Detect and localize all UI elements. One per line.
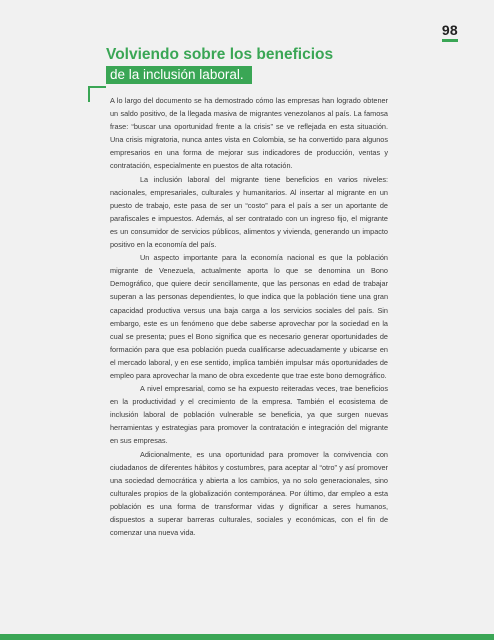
title-bracket-horizontal — [88, 86, 106, 88]
footer-bar — [0, 634, 494, 640]
page-number: 98 — [441, 22, 458, 38]
paragraph-2: La inclusión laboral del migrante tiene beneficios en varios niveles: nacionales, empresariales, culturales y humanitarios. Al insertar al migrante en un puesto de trabajo, este pasa de ser un “costo” para el país a ser un aportante de parafiscales e impuestos. Además, al ser contratado con un ingreso fijo, el migrante es un consumidor de servicios públicos, alimentos y vivienda, generando un impacto positivo en la economía del país. — [110, 174, 388, 250]
section-title-line1: Volviendo sobre los beneficios — [106, 46, 334, 63]
page-number-underline — [442, 39, 458, 42]
title-bracket-vertical — [88, 86, 90, 102]
paragraph-4: A nivel empresarial, como se ha expuesto reiteradas veces, trae beneficios en la productividad y el crecimiento de la empresa. También el ecosistema de inclusión laboral de población vulnerable se beneficia, ya que surgen nuevas herramientas y estrategias para promover la contratación e integración del migrante en sus empresas. — [110, 384, 388, 446]
body-text — [110, 94, 388, 539]
paragraph-3: Un aspecto importante para la economía nacional es que la población migrante de Venezuela, actualmente aporta lo que se denomina un Bono Demográfico, que quiere decir sencillamente, que las personas en edad de trabajar superan a las personas dependientes, lo que indica que la población tiene una gran capacidad productiva versus una baja carga a los servicios sociales del país. Sin embargo, este es un fenómeno que debe saberse aprovechar por la sociedad en la cual se presenta; pues el Bono significa que es necesario generar oportunidades de formación para que esa población pueda cualificarse adecuadamente y ubicarse en el mercado laboral, y en ese sentido, implica también impulsar más oportunidades de empleo para aprovechar la mano de obra excedente que trae este bono demográfico. — [110, 253, 388, 380]
section-title-line2: de la inclusión laboral. — [106, 66, 252, 84]
paragraph-5: Adicionalmente, es una oportunidad para promover la convivencia con ciudadanos de diferentes hábitos y costumbres, para aceptar al “otro” y así promover una sociedad democrática y abierta a los cambios, ya no solo generacionales, sino culturales propios de la globalización contemporánea. Por último, dar empleo a esta población es una forma de transformar vidas y dignificar a seres humanos, dispuestos a superar barreras culturales, sociales y económicas, con el fin de comenzar una nueva vida. — [110, 449, 388, 538]
paragraph-1: A lo largo del documento se ha demostrado cómo las empresas han logrado obtener un saldo positivo, de la llegada masiva de migrantes venezolanos al país. La famosa frase: “buscar una oportunidad frente a la crisis” se ve reflejada en esta situación. Una crisis migratoria, nunca antes vista en Colombia, se ha convertido para algunos empresarios en una forma de mejorar sus indicadores de producción, ventas y contratación, especialmente en puestos de alta rotación. — [110, 96, 388, 171]
